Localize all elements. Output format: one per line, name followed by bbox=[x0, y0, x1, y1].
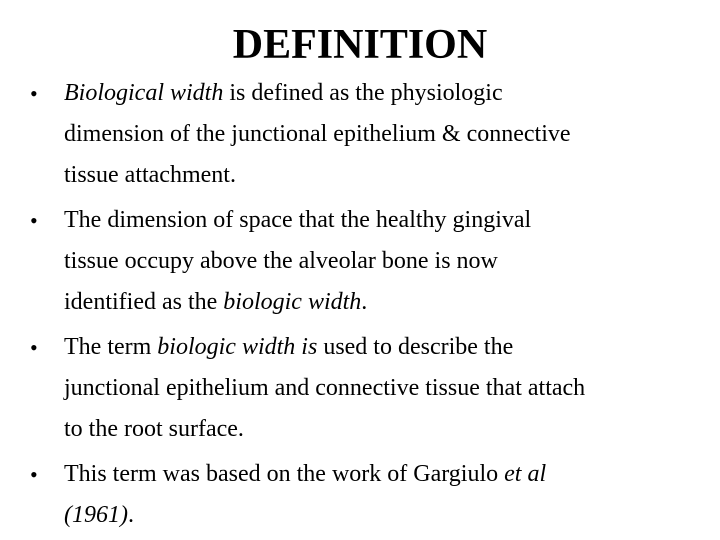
text-run: The term bbox=[64, 334, 158, 360]
text-run: identified as the bbox=[64, 289, 224, 315]
text-run: used to describe the bbox=[317, 334, 514, 360]
term-emphasis: et al bbox=[504, 461, 547, 487]
bullet-marker: • bbox=[30, 335, 38, 360]
bullet-line bbox=[64, 282, 700, 323]
text-run: tissue occupy above the alveolar bone is now bbox=[64, 248, 498, 274]
term-emphasis: biologic width bbox=[223, 289, 362, 315]
bullet-line bbox=[64, 327, 700, 368]
text-run: junctional epithelium and connective tissue that attach bbox=[64, 375, 586, 401]
bullet-item bbox=[30, 327, 700, 450]
bullet-marker: • bbox=[30, 81, 38, 106]
bullet-line bbox=[64, 200, 700, 241]
bullet-item bbox=[30, 454, 700, 536]
bullet-line bbox=[64, 155, 700, 196]
bullet-line bbox=[64, 368, 700, 409]
bullet-marker: • bbox=[30, 462, 38, 487]
bullet-text bbox=[64, 327, 700, 450]
bullet-line bbox=[64, 241, 700, 282]
text-run: is defined as the physiologic bbox=[223, 80, 503, 106]
slide-title: DEFINITION bbox=[232, 22, 488, 68]
bullet-text bbox=[64, 73, 700, 196]
bullet-line bbox=[64, 73, 700, 114]
bullet-text bbox=[64, 200, 700, 323]
citation-year: (1961) bbox=[64, 502, 128, 528]
bullet-line bbox=[64, 114, 700, 155]
text-run: This term was based on the work of Gargiulo bbox=[64, 461, 505, 487]
bullet-item bbox=[30, 73, 700, 196]
text-run: to the root surface. bbox=[64, 416, 244, 442]
term-emphasis: Biological width bbox=[64, 80, 224, 106]
text-run: dimension of the junctional epithelium & connective bbox=[64, 121, 571, 147]
term-emphasis: biologic width is bbox=[157, 334, 318, 360]
bullet-line bbox=[64, 495, 700, 536]
text-run: tissue attachment. bbox=[64, 162, 236, 188]
bullet-line bbox=[64, 409, 700, 450]
bullet-line bbox=[64, 454, 700, 495]
text-run: . bbox=[361, 289, 368, 315]
text-run: . bbox=[127, 502, 134, 528]
bullet-marker: • bbox=[30, 208, 38, 233]
text-run: The dimension of space that the healthy gingival bbox=[64, 207, 532, 233]
bullet-item bbox=[30, 200, 700, 323]
bullet-text bbox=[64, 454, 700, 536]
